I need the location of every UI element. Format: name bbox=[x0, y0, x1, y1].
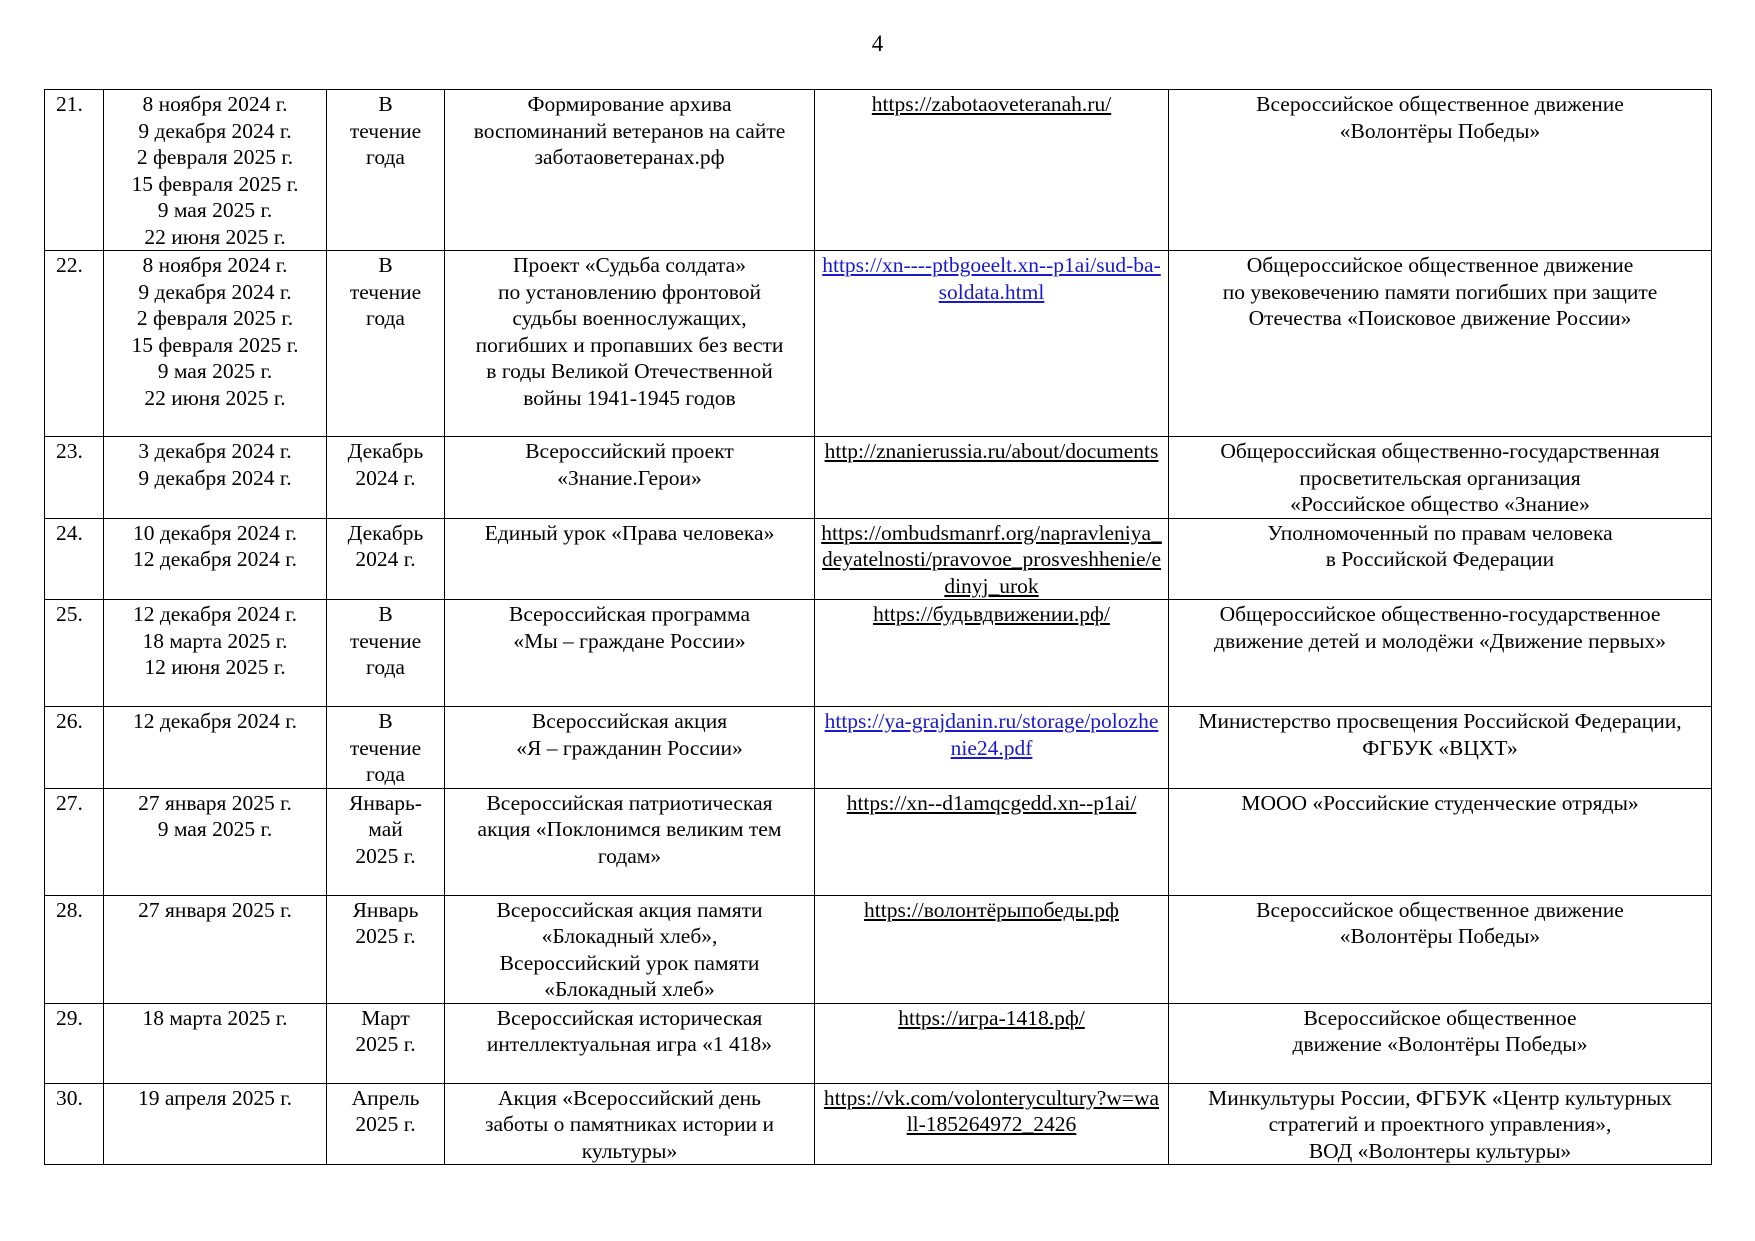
period-line: течение bbox=[349, 279, 422, 304]
period-line: май bbox=[368, 817, 403, 841]
period-line: В bbox=[378, 253, 393, 277]
organizer-line: «Волонтёры Победы» bbox=[1339, 924, 1541, 948]
organizer-line: Всероссийское общественное движение bbox=[1256, 897, 1624, 922]
event-line: акция «Поклонимся великим тем bbox=[477, 817, 782, 841]
date-line: 18 марта 2025 г. bbox=[142, 1005, 288, 1030]
date-line: 15 февраля 2025 г. bbox=[131, 171, 299, 196]
dates-cell bbox=[104, 437, 327, 519]
resource-link[interactable]: https://xn--d1amqcgedd.xn--p1ai/ bbox=[846, 790, 1137, 815]
date-line: 22 июня 2025 г. bbox=[144, 385, 286, 410]
row-number: 25. bbox=[56, 602, 83, 626]
organizer-cell bbox=[1169, 90, 1712, 251]
period-line: В bbox=[378, 92, 393, 116]
organizer-cell bbox=[1169, 1083, 1712, 1165]
period-cell bbox=[327, 437, 445, 519]
event-cell bbox=[445, 518, 815, 600]
row-number: 26. bbox=[56, 709, 83, 733]
organizer-line: МООО «Российские студенческие отряды» bbox=[1241, 790, 1639, 815]
organizer-line: ФГБУК «ВЦХТ» bbox=[1362, 735, 1518, 760]
period-line: течение bbox=[349, 118, 422, 143]
table-row bbox=[45, 788, 1712, 895]
date-line: 9 мая 2025 г. bbox=[157, 817, 273, 841]
row-number-cell bbox=[45, 788, 104, 895]
event-line: Всероссийская патриотическая bbox=[486, 790, 773, 815]
period-cell bbox=[327, 251, 445, 437]
organizer-line: Общероссийское общественное движение bbox=[1246, 253, 1634, 277]
event-line: Формирование архива bbox=[527, 92, 732, 116]
organizer-cell bbox=[1169, 518, 1712, 600]
organizer-line: Уполномоченный по правам человека bbox=[1267, 520, 1613, 545]
event-line: заботаоветеранах.рф bbox=[534, 145, 725, 169]
row-number-cell bbox=[45, 707, 104, 789]
link-cell bbox=[815, 1003, 1169, 1083]
period-line: 2025 г. bbox=[355, 1112, 416, 1136]
date-line: 2 февраля 2025 г. bbox=[136, 306, 294, 330]
date-line: 2 февраля 2025 г. bbox=[136, 145, 294, 169]
resource-link[interactable]: https://vk.com/volonterycultury?w=wall-185264972_2426 bbox=[823, 1085, 1160, 1136]
date-line: 9 мая 2025 г. bbox=[157, 359, 273, 383]
dates-cell bbox=[104, 707, 327, 789]
event-cell bbox=[445, 895, 815, 1003]
resource-link[interactable]: https://xn----ptbgoeelt.xn--p1ai/sud-ba-soldata.html bbox=[822, 253, 1161, 304]
resource-link[interactable]: https://zabotaoveteranah.ru/ bbox=[871, 92, 1112, 116]
link-cell bbox=[815, 251, 1169, 437]
period-line: 2024 г. bbox=[355, 465, 416, 490]
link-cell bbox=[815, 600, 1169, 707]
row-number-cell bbox=[45, 251, 104, 437]
date-line: 9 декабря 2024 г. bbox=[138, 465, 292, 490]
organizer-line: в Российской Федерации bbox=[1325, 547, 1555, 571]
period-cell bbox=[327, 788, 445, 895]
period-line: Декабрь bbox=[347, 520, 424, 545]
event-line: войны 1941-1945 годов bbox=[523, 385, 736, 410]
period-cell bbox=[327, 90, 445, 251]
event-line: Всероссийская программа bbox=[508, 602, 750, 626]
link-cell bbox=[815, 90, 1169, 251]
organizer-line: просветительская организация bbox=[1299, 465, 1581, 490]
dates-cell bbox=[104, 1003, 327, 1083]
event-line: по установлению фронтовой bbox=[497, 279, 762, 304]
organizer-line: Отечества «Поисковое движение России» bbox=[1248, 306, 1632, 330]
period-line: года bbox=[366, 762, 405, 786]
organizer-line: ВОД «Волонтеры культуры» bbox=[1308, 1138, 1572, 1163]
period-line: Март bbox=[361, 1005, 410, 1030]
date-line: 8 ноября 2024 г. bbox=[142, 92, 288, 116]
resource-link[interactable]: https://будьвдвижении.рф/ bbox=[873, 602, 1110, 626]
dates-cell bbox=[104, 1083, 327, 1165]
period-cell bbox=[327, 895, 445, 1003]
organizer-cell bbox=[1169, 600, 1712, 707]
organizer-line: Министерство просвещения Российской Федерации, bbox=[1198, 709, 1682, 733]
organizer-cell bbox=[1169, 437, 1712, 519]
organizer-line: Общероссийская общественно-государственная bbox=[1220, 439, 1660, 463]
event-line: Акция «Всероссийский день bbox=[498, 1085, 761, 1110]
period-line: 2025 г. bbox=[355, 1032, 416, 1056]
organizer-line: Минкультуры России, ФГБУК «Центр культурных bbox=[1208, 1085, 1672, 1110]
row-number: 24. bbox=[56, 520, 83, 545]
event-cell bbox=[445, 788, 815, 895]
dates-cell bbox=[104, 90, 327, 251]
event-line: погибших и пропавших без вести bbox=[475, 332, 784, 357]
dates-cell bbox=[104, 251, 327, 437]
period-line: течение bbox=[349, 628, 422, 653]
events-table bbox=[44, 89, 1712, 1165]
link-cell bbox=[815, 1083, 1169, 1165]
table-row bbox=[45, 600, 1712, 707]
date-line: 9 декабря 2024 г. bbox=[138, 279, 292, 304]
resource-link[interactable]: https://ombudsmanrf.org/napravleniya_deyatelnosti/pravovoe_prosveshhenie/edinyj_urok bbox=[821, 520, 1162, 598]
table-row bbox=[45, 518, 1712, 600]
table-row bbox=[45, 90, 1712, 251]
table-row bbox=[45, 251, 1712, 437]
row-number: 23. bbox=[56, 439, 83, 463]
table-row bbox=[45, 437, 1712, 519]
date-line: 27 января 2025 г. bbox=[138, 790, 292, 815]
period-line: В bbox=[378, 602, 393, 626]
row-number: 28. bbox=[56, 897, 83, 922]
event-line: интеллектуальная игра «1 418» bbox=[486, 1032, 773, 1056]
period-line: года bbox=[366, 655, 405, 679]
period-line: 2025 г. bbox=[355, 924, 416, 948]
period-line: года bbox=[366, 145, 405, 169]
row-number-cell bbox=[45, 90, 104, 251]
period-cell bbox=[327, 707, 445, 789]
event-cell bbox=[445, 90, 815, 251]
event-line: Всероссийский проект bbox=[525, 439, 734, 463]
organizer-line: стратегий и проектного управления», bbox=[1268, 1112, 1612, 1136]
row-number: 27. bbox=[56, 790, 83, 815]
date-line: 27 января 2025 г. bbox=[138, 897, 292, 922]
period-line: 2024 г. bbox=[355, 547, 416, 571]
link-cell bbox=[815, 707, 1169, 789]
period-line: 2025 г. bbox=[355, 843, 416, 868]
link-cell bbox=[815, 518, 1169, 600]
event-line: «Я – гражданин России» bbox=[516, 735, 743, 760]
resource-link[interactable]: https://ya-grajdanin.ru/storage/polozhenie24.pdf bbox=[824, 709, 1159, 760]
row-number-cell bbox=[45, 1003, 104, 1083]
period-line: В bbox=[378, 709, 393, 733]
event-cell bbox=[445, 437, 815, 519]
period-line: Декабрь bbox=[347, 439, 424, 463]
event-line: Всероссийская историческая bbox=[496, 1005, 763, 1030]
organizer-cell bbox=[1169, 895, 1712, 1003]
link-cell bbox=[815, 895, 1169, 1003]
row-number: 30. bbox=[56, 1085, 83, 1110]
row-number-cell bbox=[45, 600, 104, 707]
organizer-line: «Волонтёры Победы» bbox=[1339, 118, 1541, 143]
date-line: 15 февраля 2025 г. bbox=[131, 332, 299, 357]
row-number-cell bbox=[45, 895, 104, 1003]
organizer-line: движение детей и молодёжи «Движение первых» bbox=[1214, 628, 1666, 653]
row-number-cell bbox=[45, 437, 104, 519]
organizer-cell bbox=[1169, 251, 1712, 437]
link-cell bbox=[815, 788, 1169, 895]
date-line: 18 марта 2025 г. bbox=[142, 628, 288, 653]
table-row bbox=[45, 1003, 1712, 1083]
row-number: 22. bbox=[56, 253, 83, 277]
date-line: 3 декабря 2024 г. bbox=[138, 439, 292, 463]
organizer-line: Всероссийское общественное bbox=[1303, 1005, 1577, 1030]
date-line: 19 апреля 2025 г. bbox=[137, 1085, 293, 1110]
event-cell bbox=[445, 1003, 815, 1083]
link-cell bbox=[815, 437, 1169, 519]
dates-cell bbox=[104, 518, 327, 600]
event-line: «Блокадный хлеб» bbox=[544, 977, 715, 1001]
date-line: 22 июня 2025 г. bbox=[144, 224, 286, 249]
event-line: Всероссийская акция памяти bbox=[496, 897, 763, 922]
event-line: заботы о памятниках истории и bbox=[484, 1112, 775, 1136]
date-line: 12 декабря 2024 г. bbox=[132, 547, 298, 571]
table-row bbox=[45, 1083, 1712, 1165]
organizer-line: Общероссийское общественно-государственное bbox=[1219, 602, 1661, 626]
event-cell bbox=[445, 251, 815, 437]
event-line: Единый урок «Права человека» bbox=[484, 520, 775, 545]
period-line: года bbox=[366, 306, 405, 330]
organizer-line: движение «Волонтёры Победы» bbox=[1292, 1032, 1588, 1056]
date-line: 12 декабря 2024 г. bbox=[132, 709, 298, 733]
organizer-cell bbox=[1169, 707, 1712, 789]
date-line: 8 ноября 2024 г. bbox=[142, 253, 288, 277]
event-line: культуры» bbox=[581, 1138, 678, 1163]
date-line: 12 декабря 2024 г. bbox=[132, 602, 298, 626]
period-line: Апрель bbox=[351, 1085, 420, 1110]
period-line: Январь bbox=[352, 897, 419, 922]
event-line: судьбы военнослужащих, bbox=[512, 306, 747, 330]
dates-cell bbox=[104, 788, 327, 895]
resource-link[interactable]: https://игра-1418.рф/ bbox=[898, 1005, 1085, 1030]
event-line: «Мы – граждане России» bbox=[513, 628, 746, 653]
organizer-cell bbox=[1169, 788, 1712, 895]
table-row bbox=[45, 707, 1712, 789]
period-line: Январь- bbox=[349, 790, 422, 815]
dates-cell bbox=[104, 600, 327, 707]
event-line: воспоминаний ветеранов на сайте bbox=[473, 118, 786, 143]
event-cell bbox=[445, 1083, 815, 1165]
event-line: годам» bbox=[597, 843, 662, 868]
events-table-body bbox=[45, 90, 1712, 1165]
row-number-cell bbox=[45, 518, 104, 600]
event-line: «Знание.Герои» bbox=[557, 465, 702, 490]
date-line: 9 мая 2025 г. bbox=[157, 198, 273, 222]
event-line: в годы Великой Отечественной bbox=[486, 359, 773, 383]
organizer-line: по увековечению памяти погибших при защите bbox=[1222, 279, 1658, 304]
resource-link[interactable]: https://волонтёрыпобеды.рф bbox=[864, 897, 1119, 922]
date-line: 10 декабря 2024 г. bbox=[132, 520, 298, 545]
period-cell bbox=[327, 600, 445, 707]
dates-cell bbox=[104, 895, 327, 1003]
row-number: 21. bbox=[56, 92, 83, 116]
table-row bbox=[45, 895, 1712, 1003]
event-line: Всероссийская акция bbox=[531, 709, 728, 733]
date-line: 9 декабря 2024 г. bbox=[138, 118, 292, 143]
period-cell bbox=[327, 1083, 445, 1165]
page-number: 4 bbox=[871, 31, 884, 56]
resource-link[interactable]: http://znanierussia.ru/about/documents bbox=[824, 439, 1159, 463]
organizer-line: «Российское общество «Знание» bbox=[1290, 492, 1590, 516]
event-cell bbox=[445, 707, 815, 789]
organizer-line: Всероссийское общественное движение bbox=[1256, 92, 1624, 116]
event-line: Всероссийский урок памяти bbox=[499, 950, 760, 975]
period-cell bbox=[327, 1003, 445, 1083]
period-cell bbox=[327, 518, 445, 600]
row-number-cell bbox=[45, 1083, 104, 1165]
organizer-cell bbox=[1169, 1003, 1712, 1083]
event-line: Проект «Судьба солдата» bbox=[513, 253, 746, 277]
date-line: 12 июня 2025 г. bbox=[144, 655, 286, 679]
event-line: «Блокадный хлеб», bbox=[541, 924, 718, 948]
event-cell bbox=[445, 600, 815, 707]
period-line: течение bbox=[349, 735, 422, 760]
row-number: 29. bbox=[56, 1005, 83, 1030]
